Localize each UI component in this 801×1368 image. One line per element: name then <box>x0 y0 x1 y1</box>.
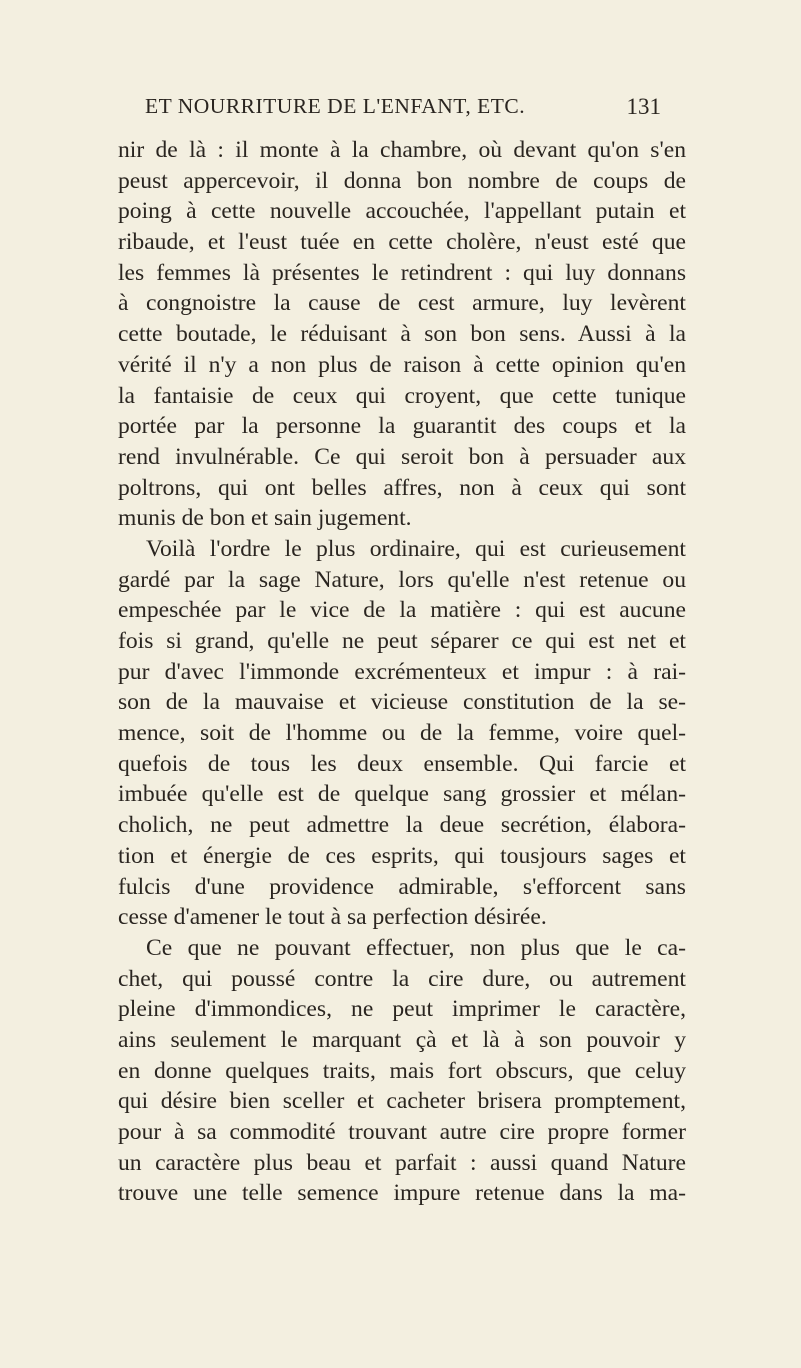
text-line: rend invulnérable. Ce qui seroit bon à persuader aux <box>118 443 686 470</box>
text-line: poltrons, qui ont belles affres, non à ceux qui sont <box>118 474 686 501</box>
text-line: portée par la personne la guarantit des coups et la <box>118 413 686 440</box>
text-line: imbuée qu'elle est de quelque sang grossier et mélan- <box>118 781 686 808</box>
text-line: mence, soit de l'homme ou de la femme, voire quel- <box>118 720 686 747</box>
text-line: peust appercevoir, il donna bon nombre de coups de <box>118 167 686 194</box>
text-line: trouve une telle semence impure retenue dans la ma- <box>118 1180 686 1207</box>
text-line: en donne quelques traits, mais fort obscurs, que celuy <box>118 1057 686 1084</box>
text-line: quefois de tous les deux ensemble. Qui farcie et <box>118 750 686 777</box>
text-line: pour à sa commodité trouvant autre cire propre former <box>118 1119 686 1145</box>
text-line: fulcis d'une providence admirable, s'efforcent sans <box>118 873 686 900</box>
text-line-paragraph-end: cesse d'amener le tout à sa perfection désirée. <box>118 904 547 931</box>
text-line: un caractère plus beau et parfait : aussi quand Nature <box>118 1149 686 1176</box>
page-number: 131 <box>626 94 661 119</box>
text-line: gardé par la sage Nature, lors qu'elle n'est retenue ou <box>118 566 686 593</box>
text-line: tion et énergie de ces esprits, qui tousjours sages et <box>118 842 686 869</box>
text-line-paragraph-start: Voilà l'ordre le plus ordinaire, qui est curieusement <box>146 535 686 562</box>
text-line: ribaude, et l'eust tuée en cette cholère, n'eust esté que <box>118 229 686 256</box>
body-text <box>118 135 686 1209</box>
text-line: nir de là : il monte à la chambre, où devant qu'on s'en <box>118 137 686 163</box>
text-line: ains seulement le marquant çà et là à son pouvoir y <box>118 1026 686 1053</box>
text-line-paragraph-start: Ce que ne pouvant effectuer, non plus que le ca- <box>146 934 686 961</box>
text-line: la fantaisie de ceux qui croyent, que cette tunique <box>118 382 686 409</box>
text-line: à congnoistre la cause de cest armure, luy levèrent <box>118 290 686 317</box>
text-line: les femmes là présentes le retindrent : qui luy donnans <box>118 259 686 286</box>
running-head <box>145 94 661 124</box>
text-line: son de la mauvaise et vicieuse constitution de la se- <box>118 689 686 716</box>
text-line: cholich, ne peut admettre la deue secrétion, élabora- <box>118 812 686 839</box>
text-line: empeschée par le vice de la matière : qui est aucune <box>118 597 686 624</box>
running-title: ET NOURRITURE DE L'ENFANT, ETC. <box>145 94 526 118</box>
text-line: cette boutade, le réduisant à son bon sens. Aussi à la <box>118 321 686 348</box>
text-line: vérité il n'y a non plus de raison à cette opinion qu'en <box>118 351 686 378</box>
text-line: poing à cette nouvelle accouchée, l'appellant putain et <box>118 198 686 225</box>
text-line: pur d'avec l'immonde excrémenteux et impur : à rai- <box>118 658 686 685</box>
text-line: fois si grand, qu'elle ne peut séparer ce qui est net et <box>118 628 686 654</box>
text-line: chet, qui poussé contre la cire dure, ou autrement <box>118 965 686 992</box>
text-line: pleine d'immondices, ne peut imprimer le caractère, <box>118 996 686 1023</box>
text-line: qui désire bien sceller et cacheter brisera promptement, <box>118 1088 686 1115</box>
text-line-paragraph-end: munis de bon et sain jugement. <box>118 505 412 532</box>
